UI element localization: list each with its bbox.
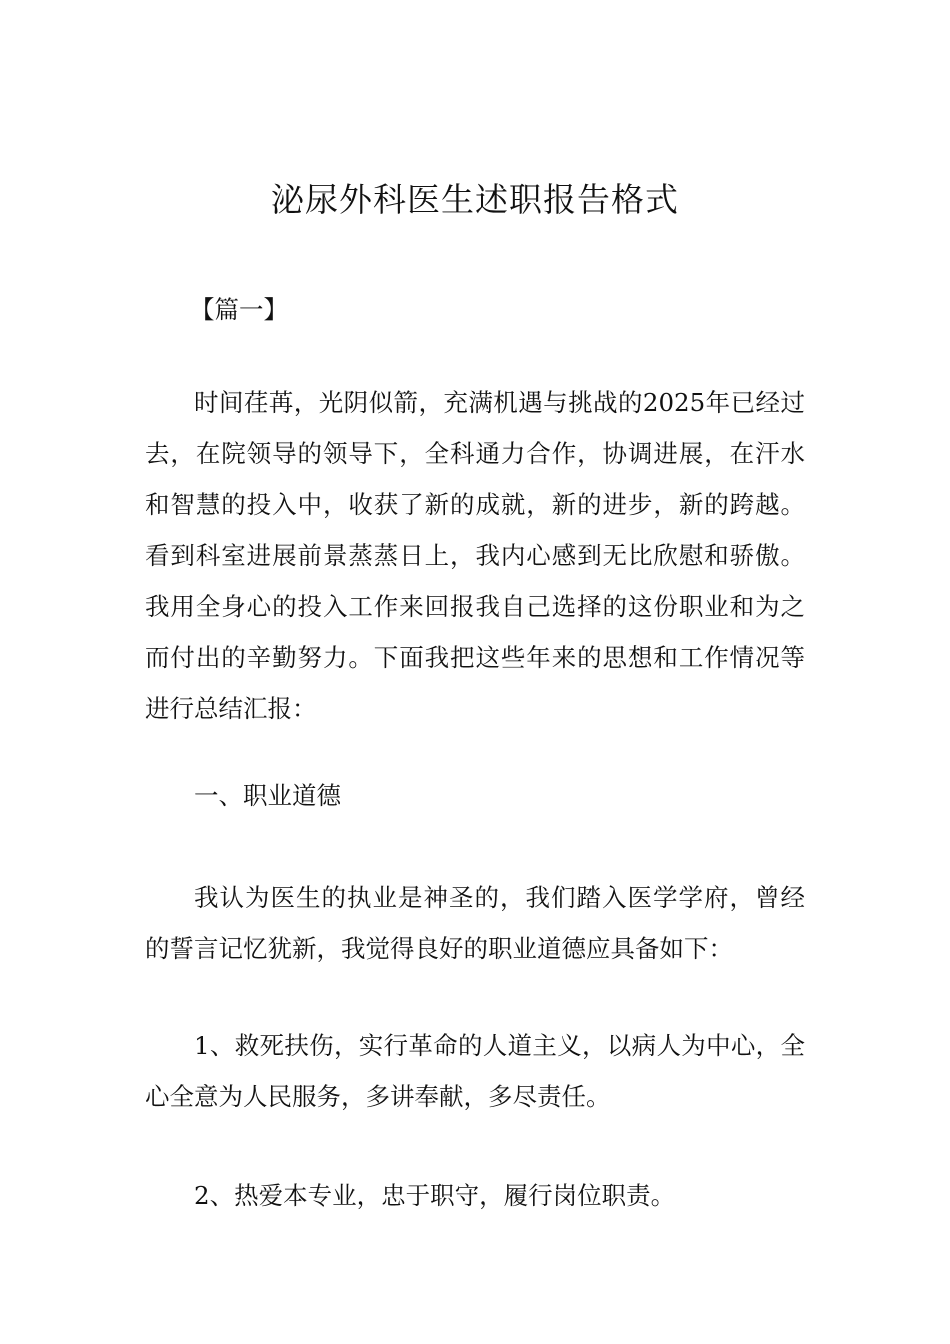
paragraph-ethics-intro: 我认为医生的执业是神圣的，我们踏入医学学府，曾经的誓言记忆犹新，我觉得良好的职业道德应具备如下： bbox=[145, 883, 805, 963]
paragraph-item-2: 2、热爱本专业，忠于职守，履行岗位职责。 bbox=[194, 1181, 676, 1210]
section-label: 【篇一】 bbox=[190, 295, 288, 324]
paragraph-item-1: 1、救死扶伤，实行革命的人道主义，以病人为中心，全心全意为人民服务，多讲奉献，多尽责任。 bbox=[145, 1031, 805, 1111]
paragraph-intro: 时间荏苒，光阴似箭，充满机遇与挑战的2025年已经过去，在院领导的领导下，全科通力合作，协调进展，在汗水和智慧的投入中，收获了新的成就，新的进步，新的跨越。看到科室进展前景蒸蒸日上，我内心感到无比欣慰和骄傲。我用全身心的投入工作来回报我自己选择的这份职业和为之而付出的辛勤努力。下面我把这些年来的思想和工作情况等进行总结汇报： bbox=[145, 388, 805, 723]
document-title: 泌尿外科医生述职报告格式 bbox=[271, 180, 679, 219]
paragraph-heading-ethics: 一、职业道德 bbox=[194, 781, 341, 810]
